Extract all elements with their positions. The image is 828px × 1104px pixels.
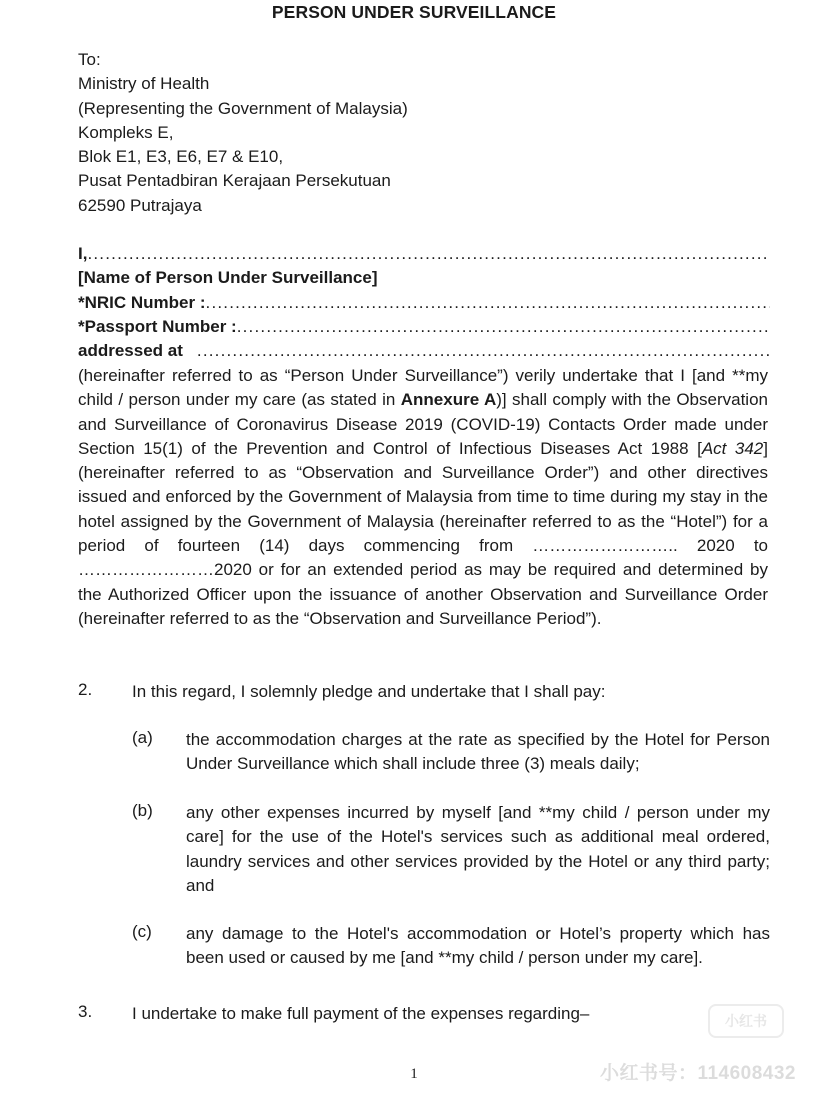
- name-blank[interactable]: [87, 242, 770, 266]
- page-number: 1: [410, 1066, 418, 1082]
- nric-label: *NRIC Number :: [78, 292, 206, 312]
- section-3-text: I undertake to make full payment of the expenses regarding–: [132, 1004, 590, 1023]
- nric-blank[interactable]: [206, 291, 770, 315]
- item-a-label: (a): [132, 728, 153, 747]
- passport-blank[interactable]: [237, 315, 770, 339]
- passport-label: *Passport Number :: [78, 316, 237, 336]
- passport-line: [78, 315, 770, 339]
- address-line: Ministry of Health: [78, 74, 210, 94]
- name-caption-line: [78, 266, 770, 290]
- address-line: 62590 Putrajaya: [78, 195, 202, 215]
- recipient-address-block: [78, 48, 408, 218]
- item-b-label: (b): [132, 801, 153, 820]
- item-c-label: (c): [132, 922, 152, 941]
- address-line: Pusat Pentadbiran Kerajaan Persekutuan: [78, 171, 391, 191]
- name-caption: [Name of Person Under Surveillance]: [78, 268, 378, 288]
- document-title: PERSON UNDER SURVEILLANCE: [271, 2, 557, 22]
- address-blank[interactable]: [197, 339, 770, 363]
- item-c-text: any damage to the Hotel's accommodation or Hotel’s property which has been used or caused by me [and **my child / person under my care].: [186, 924, 770, 968]
- act-reference: Act 342: [701, 438, 764, 458]
- address-line: To:: [78, 50, 101, 69]
- item-b-text: any other expenses incurred by myself [and **my child / person under my care] for the use of the Hotel's services such as additional meal ordered, laundry services and other services provided by the Hotel or any third party; and: [186, 803, 770, 895]
- nric-line: [78, 291, 770, 315]
- paragraph-text: (hereinafter referred to as “Person Under Surveillance”) verily undertake that I [and **my child / person under my care (as stated in: [78, 366, 768, 410]
- address-line: Kompleks E,: [78, 122, 174, 142]
- paragraph-text: ] (hereinafter referred to as “Observation and Surveillance Order”) and other directives issued and enforced by the Government of Malaysia from time to time during my stay in the hotel assigned by the Government of Malaysia (hereinafter referred to as the “Hotel”) for a period of fourteen (14) days commencing from …………………….. 2020 to ……………………2020 or for an extended period as may be required and determined by the Authorized Officer upon the issuance of another Observation and Surveillance Order (hereinafter referred to as the “Observation and Surveillance Period”).: [78, 438, 769, 628]
- watermark-id: 小红书号：114608432: [599, 1063, 796, 1084]
- paragraph-text: )] shall comply with the Observation and Surveillance of Coronavirus Disease 2019 (COVID-19) Contacts Order made under Section 15(1) of the Prevention and Control of Infectious Diseases Act 1988 [: [78, 390, 768, 458]
- section-3-number: 3.: [78, 1002, 93, 1021]
- name-line: [78, 242, 770, 266]
- section-2-number: 2.: [78, 680, 93, 699]
- personal-details-fields: [78, 242, 770, 363]
- annexure-reference: Annexure A: [400, 390, 497, 410]
- address-line-field: [78, 339, 770, 363]
- section-2-text: In this regard, I solemnly pledge and undertake that I shall pay:: [132, 682, 606, 701]
- watermark-logo: 小红书: [708, 1004, 784, 1038]
- address-line: (Representing the Government of Malaysia): [78, 98, 408, 118]
- addressed-at-label: addressed at: [78, 341, 183, 361]
- undertaking-paragraph: [78, 364, 768, 631]
- address-line: Blok E1, E3, E6, E7 & E10,: [78, 147, 284, 167]
- item-a-text: the accommodation charges at the rate as specified by the Hotel for Person Under Surveillance which shall include three (3) meals daily;: [186, 730, 770, 774]
- i-label: I,: [78, 244, 88, 263]
